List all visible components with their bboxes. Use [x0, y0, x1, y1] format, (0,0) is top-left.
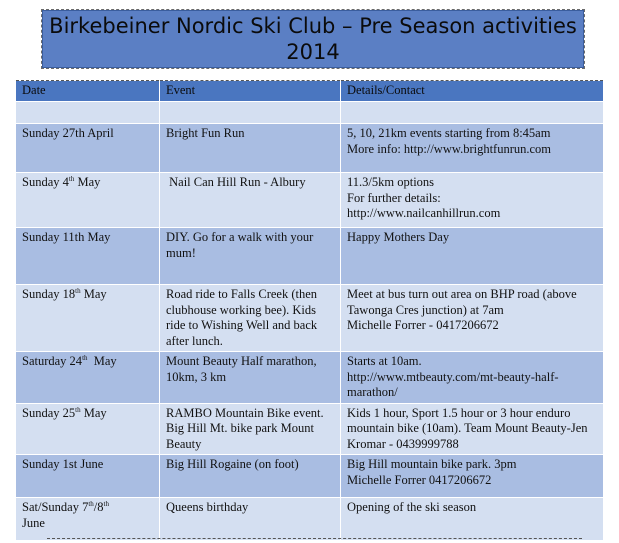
title-line-1: Birkebeiner Nordic Ski Club – Pre Season activities [49, 14, 577, 38]
table-row [16, 498, 604, 541]
column-header-details: Details/Contact [341, 81, 604, 102]
date-month: May [87, 354, 117, 368]
table-header-row [16, 81, 604, 102]
details-cell: Happy Mothers Day [341, 228, 604, 285]
details-text: 11.3/5km options For further details: http://www.nailcanhillrun.com [347, 175, 501, 220]
date-cell [16, 403, 160, 455]
table-row [16, 285, 604, 352]
details-text: Meet at bus turn out area on BHP road (above Tawonga Cres junction) at 7am Michelle Forrer - 0417206672 [347, 287, 577, 332]
details-cell [341, 102, 604, 124]
date-cell [16, 498, 160, 541]
event-cell [160, 102, 341, 124]
column-header-date: Date [16, 81, 160, 102]
details-cell [341, 285, 604, 352]
table-row [16, 403, 604, 455]
table-row [16, 455, 604, 498]
details-cell [341, 352, 604, 404]
details-cell: Opening of the ski season [341, 498, 604, 541]
date-ordinal: th [82, 353, 88, 362]
date-cell [16, 352, 160, 404]
details-cell [341, 455, 604, 498]
date-text: Sunday 4 [22, 175, 69, 189]
event-cell: Big Hill Rogaine (on foot) [160, 455, 341, 498]
event-cell: RAMBO Mountain Bike event. Big Hill Mt. bike park Mount Beauty [160, 403, 341, 455]
event-cell: Bright Fun Run [160, 124, 341, 173]
page-title [42, 10, 584, 68]
date-ordinal: th [75, 286, 81, 295]
details-cell [341, 124, 604, 173]
page-border-bottom [47, 538, 582, 539]
date-month: May [80, 287, 107, 301]
table-row [16, 228, 604, 285]
table-row [16, 352, 604, 404]
table-row [16, 173, 604, 228]
title-line-2: 2014 [286, 40, 340, 64]
details-cell: Kids 1 hour, Sport 1.5 hour or 3 hour enduro mountain bike (10am). Team Mount Beauty-Jen Kromar - 0439999788 [341, 403, 604, 455]
date-text: Sunday 18 [22, 287, 76, 301]
date-cell [16, 285, 160, 352]
date-month: May [80, 405, 107, 420]
date-ordinal-2: th [103, 499, 109, 508]
table-row [16, 124, 604, 173]
date-cell [16, 173, 160, 228]
schedule-table [15, 80, 604, 541]
date-text: Saturday 24 [22, 354, 83, 368]
column-header-event: Event [160, 81, 341, 102]
date-cell: Sunday 27th April [16, 124, 160, 173]
details-text: 5, 10, 21km events starting from 8:45am More info: http://www.brightfunrun.com [347, 126, 552, 156]
date-month: May [74, 175, 101, 189]
event-cell: Queens birthday [160, 498, 341, 541]
event-cell: DIY. Go for a walk with your mum! [160, 228, 341, 285]
date-month: June [22, 515, 45, 530]
details-text: Big Hill mountain bike park. 3pm Michelle Forrer 0417206672 [347, 457, 517, 487]
table-row [16, 102, 604, 124]
date-ordinal: th [68, 174, 75, 183]
date-ordinal: th [75, 405, 81, 414]
event-cell: Road ride to Falls Creek (then clubhouse working bee). Kids ride to Wishing Well and back after lunch. [160, 285, 341, 352]
date-ordinal: th [88, 499, 94, 508]
date-cell: Sunday 1st June [16, 455, 160, 498]
event-cell: Mount Beauty Half marathon, 10km, 3 km [160, 352, 341, 404]
date-text: Sat/Sunday 7 [22, 500, 89, 514]
date-text: Sunday 25 [22, 405, 76, 420]
date-cell [16, 102, 160, 124]
date-separator: /8 [93, 500, 104, 514]
date-cell: Sunday 11th May [16, 228, 160, 285]
event-cell: Nail Can Hill Run - Albury [160, 173, 341, 228]
details-cell [341, 173, 604, 228]
details-text: Starts at 10am. http://www.mtbeauty.com/mt-beauty-half-marathon/ [347, 354, 559, 399]
